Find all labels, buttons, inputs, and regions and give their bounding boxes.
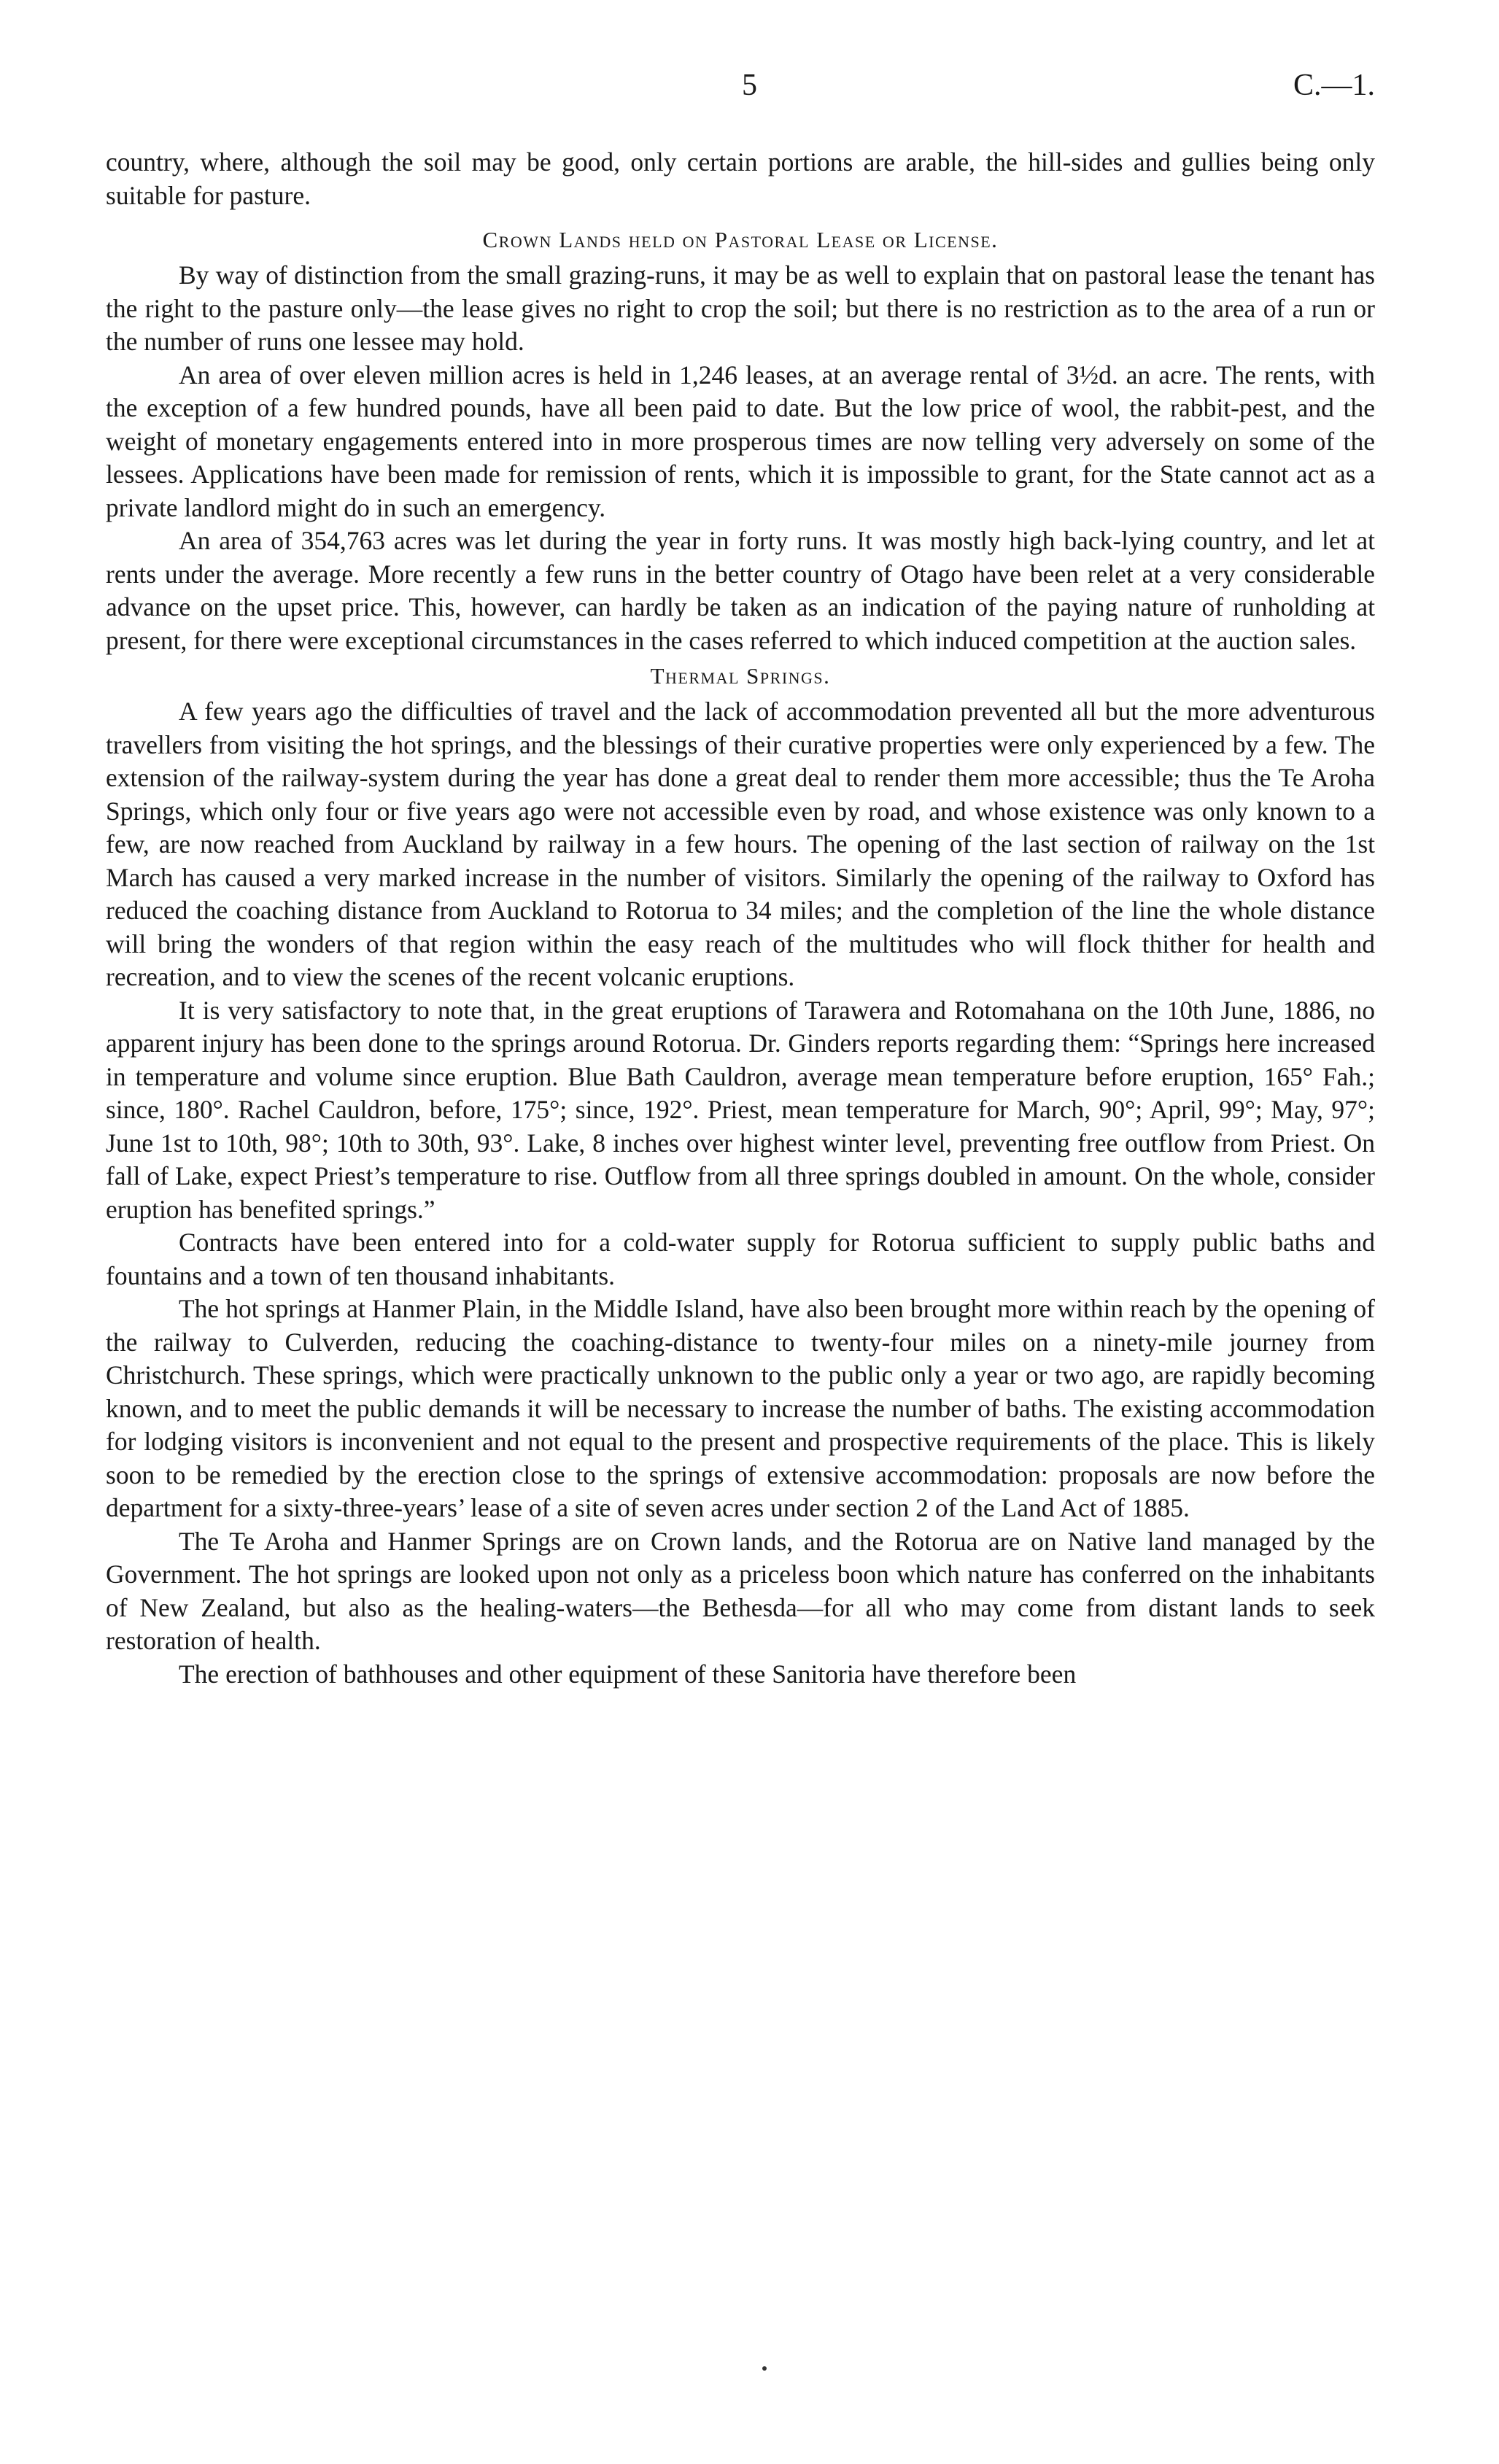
paragraph: The erection of bathhouses and other equipment of these Sanitoria have therefore been [179, 1659, 1077, 1689]
body-text [106, 146, 1375, 1691]
paragraph: Contracts have been entered into for a cold-water supply for Rotorua sufficient to supply public baths and fountains and a town of ten thousand inhabitants. [106, 1228, 1375, 1290]
paragraph: It is very satisfactory to note that, in the great eruptions of Tarawera and Rotomahana on the 10th June, 1886, no apparent injury has been done to the springs around Rotorua. Dr. Ginders reports regarding them: “Springs here increased in temperature and volume since eruption. Blue Bath Cauldron, average mean temperature before eruption, 165° Fah.; since, 180°. Rachel Cauldron, before, 175°; since, 192°. Priest, mean temperature for March, 90°; April, 99°; May, 97°; June 1st to 10th, 98°; 10th to 30th, 93°. Lake, 8 inches over highest winter level, preventing free outflow from Priest. On fall of Lake, expect Priest’s temperature to rise. Outflow from all three springs doubled in amount. On the whole, consider eruption has benefited springs.” [106, 995, 1375, 1224]
heading-thermal-springs: Thermal Springs. [650, 663, 831, 689]
page-number: 5 [742, 69, 757, 102]
paragraph: The Te Aroha and Hanmer Springs are on Crown lands, and the Rotorua are on Native land managed by the Government. The hot springs are looked upon not only as a priceless boon which nature has conferred on the inhabitants of New Zealand, but also as the healing-waters—the Bethesda—for all who may come from distant lands to seek restoration of health. [106, 1526, 1375, 1655]
decorative-dot [762, 2366, 767, 2371]
paragraph: By way of distinction from the small grazing-runs, it may be as well to explain that on pastoral lease the tenant has the right to the pasture only—the lease gives no right to crop the soil; but there is no restriction as to the area of a run or the number of runs one lessee may hold. [106, 260, 1375, 356]
paragraph: The hot springs at Hanmer Plain, in the Middle Island, have also been brought more within reach by the opening of the railway to Culverden, reducing the coaching-distance to twenty-four miles on a ninety-mile journey from Christchurch. These springs, which were practically unknown to the public only a year or two ago, are rapidly becoming known, and to meet the public demands it will be necessary to increase the number of baths. The existing accommodation for lodging visitors is inconvenient and not equal to the present and prospective requirements of the place. This is likely soon to be remedied by the erection close to the springs of extensive accommodation: proposals are now before the department for a sixty-three-years’ lease of a site of seven acres under section 2 of the Land Act of 1885. [106, 1294, 1375, 1522]
paragraph: An area of 354,763 acres was let during the year in forty runs. It was mostly high back-lying country, and let at rents under the average. More recently a few runs in the better country of Otago have been relet at a very considerable advance on the upset price. This, however, can hardly be taken as an indication of the paying nature of runholding at present, for there were exceptional circumstances in the cases referred to which induced competition at the auction sales. [106, 526, 1375, 655]
paragraph-continuation: country, where, although the soil may be good, only certain portions are arable, the hill-sides and gullies being only suitable for pasture. [106, 147, 1375, 210]
report-code: C.—1. [1293, 69, 1375, 102]
paragraph: An area of over eleven million acres is held in 1,246 leases, at an average rental of 3½d. an acre. The rents, with the exception of a few hundred pounds, have all been paid to date. But the low price of wool, the rabbit-pest, and the weight of monetary engagements entered into in more prosperous times are now telling very adversely on some of the lessees. Applications have been made for remission of rents, which it is impossible to grant, for the State cannot act as a private landlord might do in such an emergency. [106, 360, 1375, 522]
heading-crown-lands: Crown Lands held on Pastoral Lease or License. [482, 227, 999, 252]
paragraph: A few years ago the difficulties of travel and the lack of accommodation prevented all but the more adventurous travellers from visiting the hot springs, and the blessings of their curative properties were only experienced by a few. The extension of the railway-system during the year has done a great deal to render them more accessible; thus the Te Aroha Springs, which only four or five years ago were not accessible even by road, and whose existence was only known to a few, are now reached from Auckland by railway in a few hours. The opening of the last section of railway on the 1st March has caused a very marked increase in the number of visitors. Similarly the opening of the railway to Oxford has reduced the coaching distance from Auckland to Rotorua to 34 miles; and the completion of the line the whole distance will bring the wonders of that region within the easy reach of the multitudes who will flock thither for health and recreation, and to view the scenes of the recent volcanic eruptions. [106, 697, 1375, 991]
